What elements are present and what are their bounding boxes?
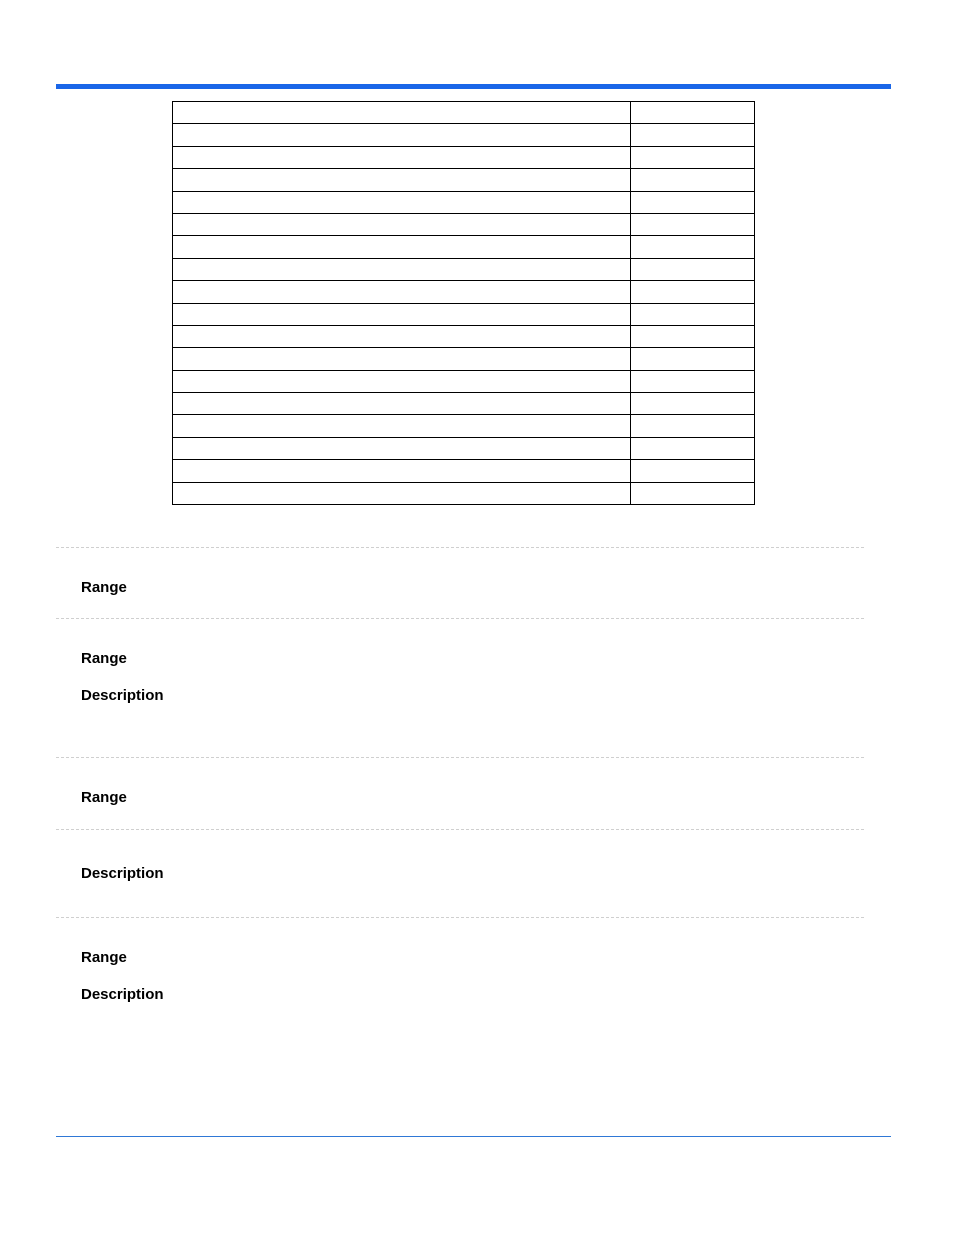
description-label: Description (81, 687, 164, 704)
table-cell (173, 236, 631, 258)
range-label: Range (81, 579, 127, 596)
table-cell (173, 258, 631, 280)
description-label: Description (81, 865, 164, 882)
table-row (173, 102, 755, 124)
table-cell (631, 169, 755, 191)
section-separator (56, 757, 864, 758)
table-cell (631, 236, 755, 258)
table-cell (173, 415, 631, 437)
header-rule (56, 84, 891, 89)
table-cell (631, 124, 755, 146)
table-row (173, 258, 755, 280)
table-row (173, 213, 755, 235)
table-cell (631, 258, 755, 280)
section-separator (56, 547, 864, 548)
table-cell (173, 393, 631, 415)
table-row (173, 124, 755, 146)
table-cell (173, 370, 631, 392)
table-cell (173, 124, 631, 146)
table-cell (631, 213, 755, 235)
table-row (173, 303, 755, 325)
table-cell (631, 146, 755, 168)
table-cell (173, 437, 631, 459)
table-row (173, 370, 755, 392)
section-separator (56, 829, 864, 830)
table-cell (173, 146, 631, 168)
table-row (173, 482, 755, 504)
table-row (173, 393, 755, 415)
table-row (173, 236, 755, 258)
footer-rule (56, 1136, 891, 1137)
table-row (173, 325, 755, 347)
table-row (173, 415, 755, 437)
table-row (173, 348, 755, 370)
description-label: Description (81, 986, 164, 1003)
table-cell (173, 325, 631, 347)
table-cell (631, 348, 755, 370)
table-cell (173, 303, 631, 325)
table-row (173, 437, 755, 459)
table-cell (173, 482, 631, 504)
table-cell (631, 325, 755, 347)
range-label: Range (81, 789, 127, 806)
range-label: Range (81, 949, 127, 966)
table-cell (173, 169, 631, 191)
table-row (173, 281, 755, 303)
table-cell (631, 437, 755, 459)
table-cell (631, 460, 755, 482)
section-separator (56, 917, 864, 918)
section-separator (56, 618, 864, 619)
table-cell (631, 393, 755, 415)
table-cell (631, 415, 755, 437)
table-cell (173, 348, 631, 370)
table-cell (173, 281, 631, 303)
table-cell (173, 460, 631, 482)
table-cell (631, 102, 755, 124)
table-cell (173, 102, 631, 124)
range-label: Range (81, 650, 127, 667)
table-cell (631, 370, 755, 392)
table-cell (173, 191, 631, 213)
table-cell (631, 482, 755, 504)
table-cell (631, 303, 755, 325)
table-row (173, 169, 755, 191)
table-row (173, 460, 755, 482)
table-row (173, 191, 755, 213)
table-cell (631, 281, 755, 303)
table-cell (631, 191, 755, 213)
table-row (173, 146, 755, 168)
table-cell (173, 213, 631, 235)
parameter-table (172, 101, 755, 505)
